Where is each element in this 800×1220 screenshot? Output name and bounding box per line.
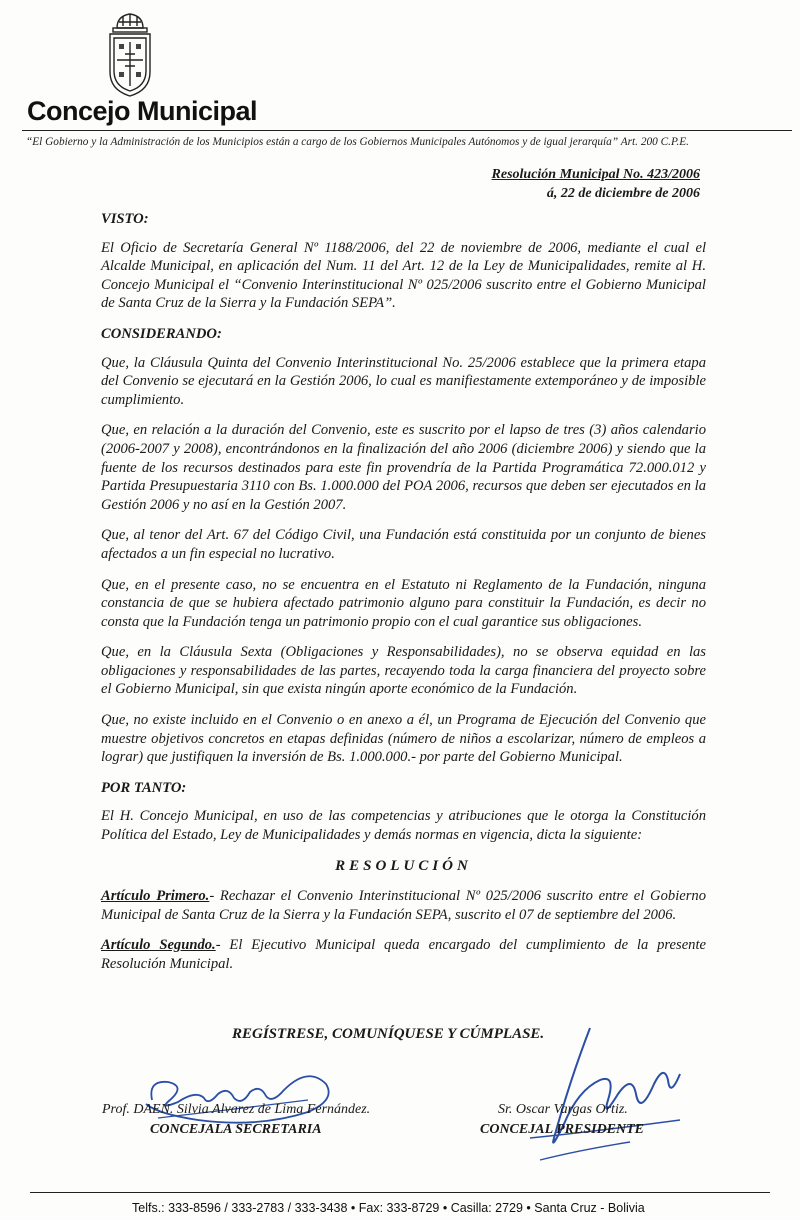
signature-block-secretary: [102, 1102, 371, 1137]
secretary-name: Prof. DAEN. Silvia Alvarez de Lima Fernández.: [102, 1102, 371, 1117]
signature-right-icon: [520, 1020, 700, 1170]
article-label: Artículo Primero.: [101, 888, 210, 905]
article-text: - El Ejecutivo Municipal queda encargado del cumplimiento de la presente Resolución Municipal.: [101, 937, 707, 972]
considerando-paragraph: Que, en relación a la duración del Convenio, este es suscrito por el lapso de tres (3) años calendario (2006-2007 y 2008), encontrándonos en la finalización del año 2006 (diciembre 2006) y siendo que la fuente de los recursos destinados para este fin provendría de la Partida Programática 72.000.012 y Partida Presupuestaria 3110 con Bs. 1.000.000 del POA 2006, recursos que deben ser ejecutados en la Gestión 2006 y no así en la Gestión 2007.: [101, 422, 706, 513]
article-text: - Rechazar el Convenio Interinstitucional Nº 025/2006 suscrito entre el Gobierno Municipal de Santa Cruz de la Sierra y la Fundación SEPA, suscrito el 07 de septiembre del 2006.: [101, 888, 706, 923]
header-divider: [22, 130, 792, 131]
resolution-number: Resolución Municipal No. 423/2006: [491, 167, 700, 182]
article-label: Artículo Segundo.: [101, 937, 216, 954]
signature-block-president: [480, 1102, 645, 1137]
visto-heading: VISTO:: [101, 211, 149, 227]
visto-paragraph: El Oficio de Secretaría General Nº 1188/2006, del 22 de noviembre de 2006, mediante el cual el Alcalde Municipal, en aplicación del Num. 11 del Art. 12 de la Ley de Municipalidades, remite al H. Concejo Municipal el “Convenio Interinstitucional Nº 025/2006 suscrito entre el Gobierno Municipal de Santa Cruz de la Sierra y la Fundación SEPA”.: [101, 239, 706, 312]
considerando-paragraph: Que, al tenor del Art. 67 del Código Civil, una Fundación está constituida por un conjunto de bienes afectados a un fin especial no lucrativo.: [101, 527, 706, 562]
org-name: Concejo Municipal: [27, 96, 258, 126]
footer-contact: Telfs.: 333-8596 / 333-2783 / 333-3438 • Fax: 333-8729 • Casilla: 2729 • Santa Cruz - Bolivia: [132, 1201, 645, 1215]
document-body: [101, 210, 706, 986]
secretary-role: CONCEJALA SECRETARIA: [150, 1122, 322, 1137]
signature-left-icon: [138, 1060, 338, 1130]
president-role: CONCEJAL PRESIDENTE: [480, 1122, 645, 1137]
president-name: Sr. Oscar Vargas Ortiz.: [498, 1102, 628, 1117]
considerando-heading: CONSIDERANDO:: [101, 325, 222, 342]
considerando-paragraph: Que, no existe incluido en el Convenio o en anexo a él, un Programa de Ejecución del Convenio que muestre objetivos concretos en etapas definidas (número de niños a escolarizar, número de empleos a lograr) que justifiquen la inversión de Bs. 1.000.000.- por parte del Gobierno Municipal.: [101, 712, 706, 766]
resolution-header: [492, 165, 700, 203]
considerando-paragraph: Que, la Cláusula Quinta del Convenio Interinstitucional No. 25/2006 establece que la primera etapa del Convenio se ejecutará en la Gestión 2006, lo cual es manifiestamente extemporáneo y de imposible cumplimiento.: [101, 354, 706, 408]
por-tanto-paragraph: El H. Concejo Municipal, en uso de las competencias y atribuciones que le otorga la Constitución Política del Estado, Ley de Municipalidades y demás normas en vigencia, dicta la siguiente:: [101, 808, 706, 844]
resolution-date: á, 22 de diciembre de 2006: [546, 186, 700, 201]
considerando-paragraph: Que, en la Cláusula Sexta (Obligaciones y Responsabilidades), no se observa equidad en las obligaciones y responsabilidades de las partes, recayendo toda la carga financiera del proyecto sobre el Gobierno Municipal, sin que exista ningún aporte económico de la Fundación.: [101, 644, 706, 698]
article-paragraph: [101, 936, 706, 973]
article-paragraph: [101, 887, 706, 924]
footer-divider: [30, 1192, 770, 1193]
considerando-paragraph: Que, en el presente caso, no se encuentra en el Estatuto ni Reglamento de la Fundación, ninguna constancia de que se hubiera afectado patrimonio alguno para constituir la Fundación, es decir no consta que la Fundación tenga un patrimonio propio con el cual garantice sus obligaciones.: [101, 576, 706, 630]
closing-formula: REGÍSTRESE, COMUNÍQUESE Y CÚMPLASE.: [232, 1026, 545, 1042]
coat-of-arms-icon: [103, 10, 157, 98]
por-tanto-heading: POR TANTO:: [101, 779, 187, 796]
constitution-motto: “El Gobierno y la Administración de los Municipios están a cargo de los Gobiernos Municipales Autónomos y de igual jerarquía” Art. 200 C.P.E.: [26, 136, 689, 148]
resolucion-title: RESOLUCIÓN: [335, 857, 472, 874]
